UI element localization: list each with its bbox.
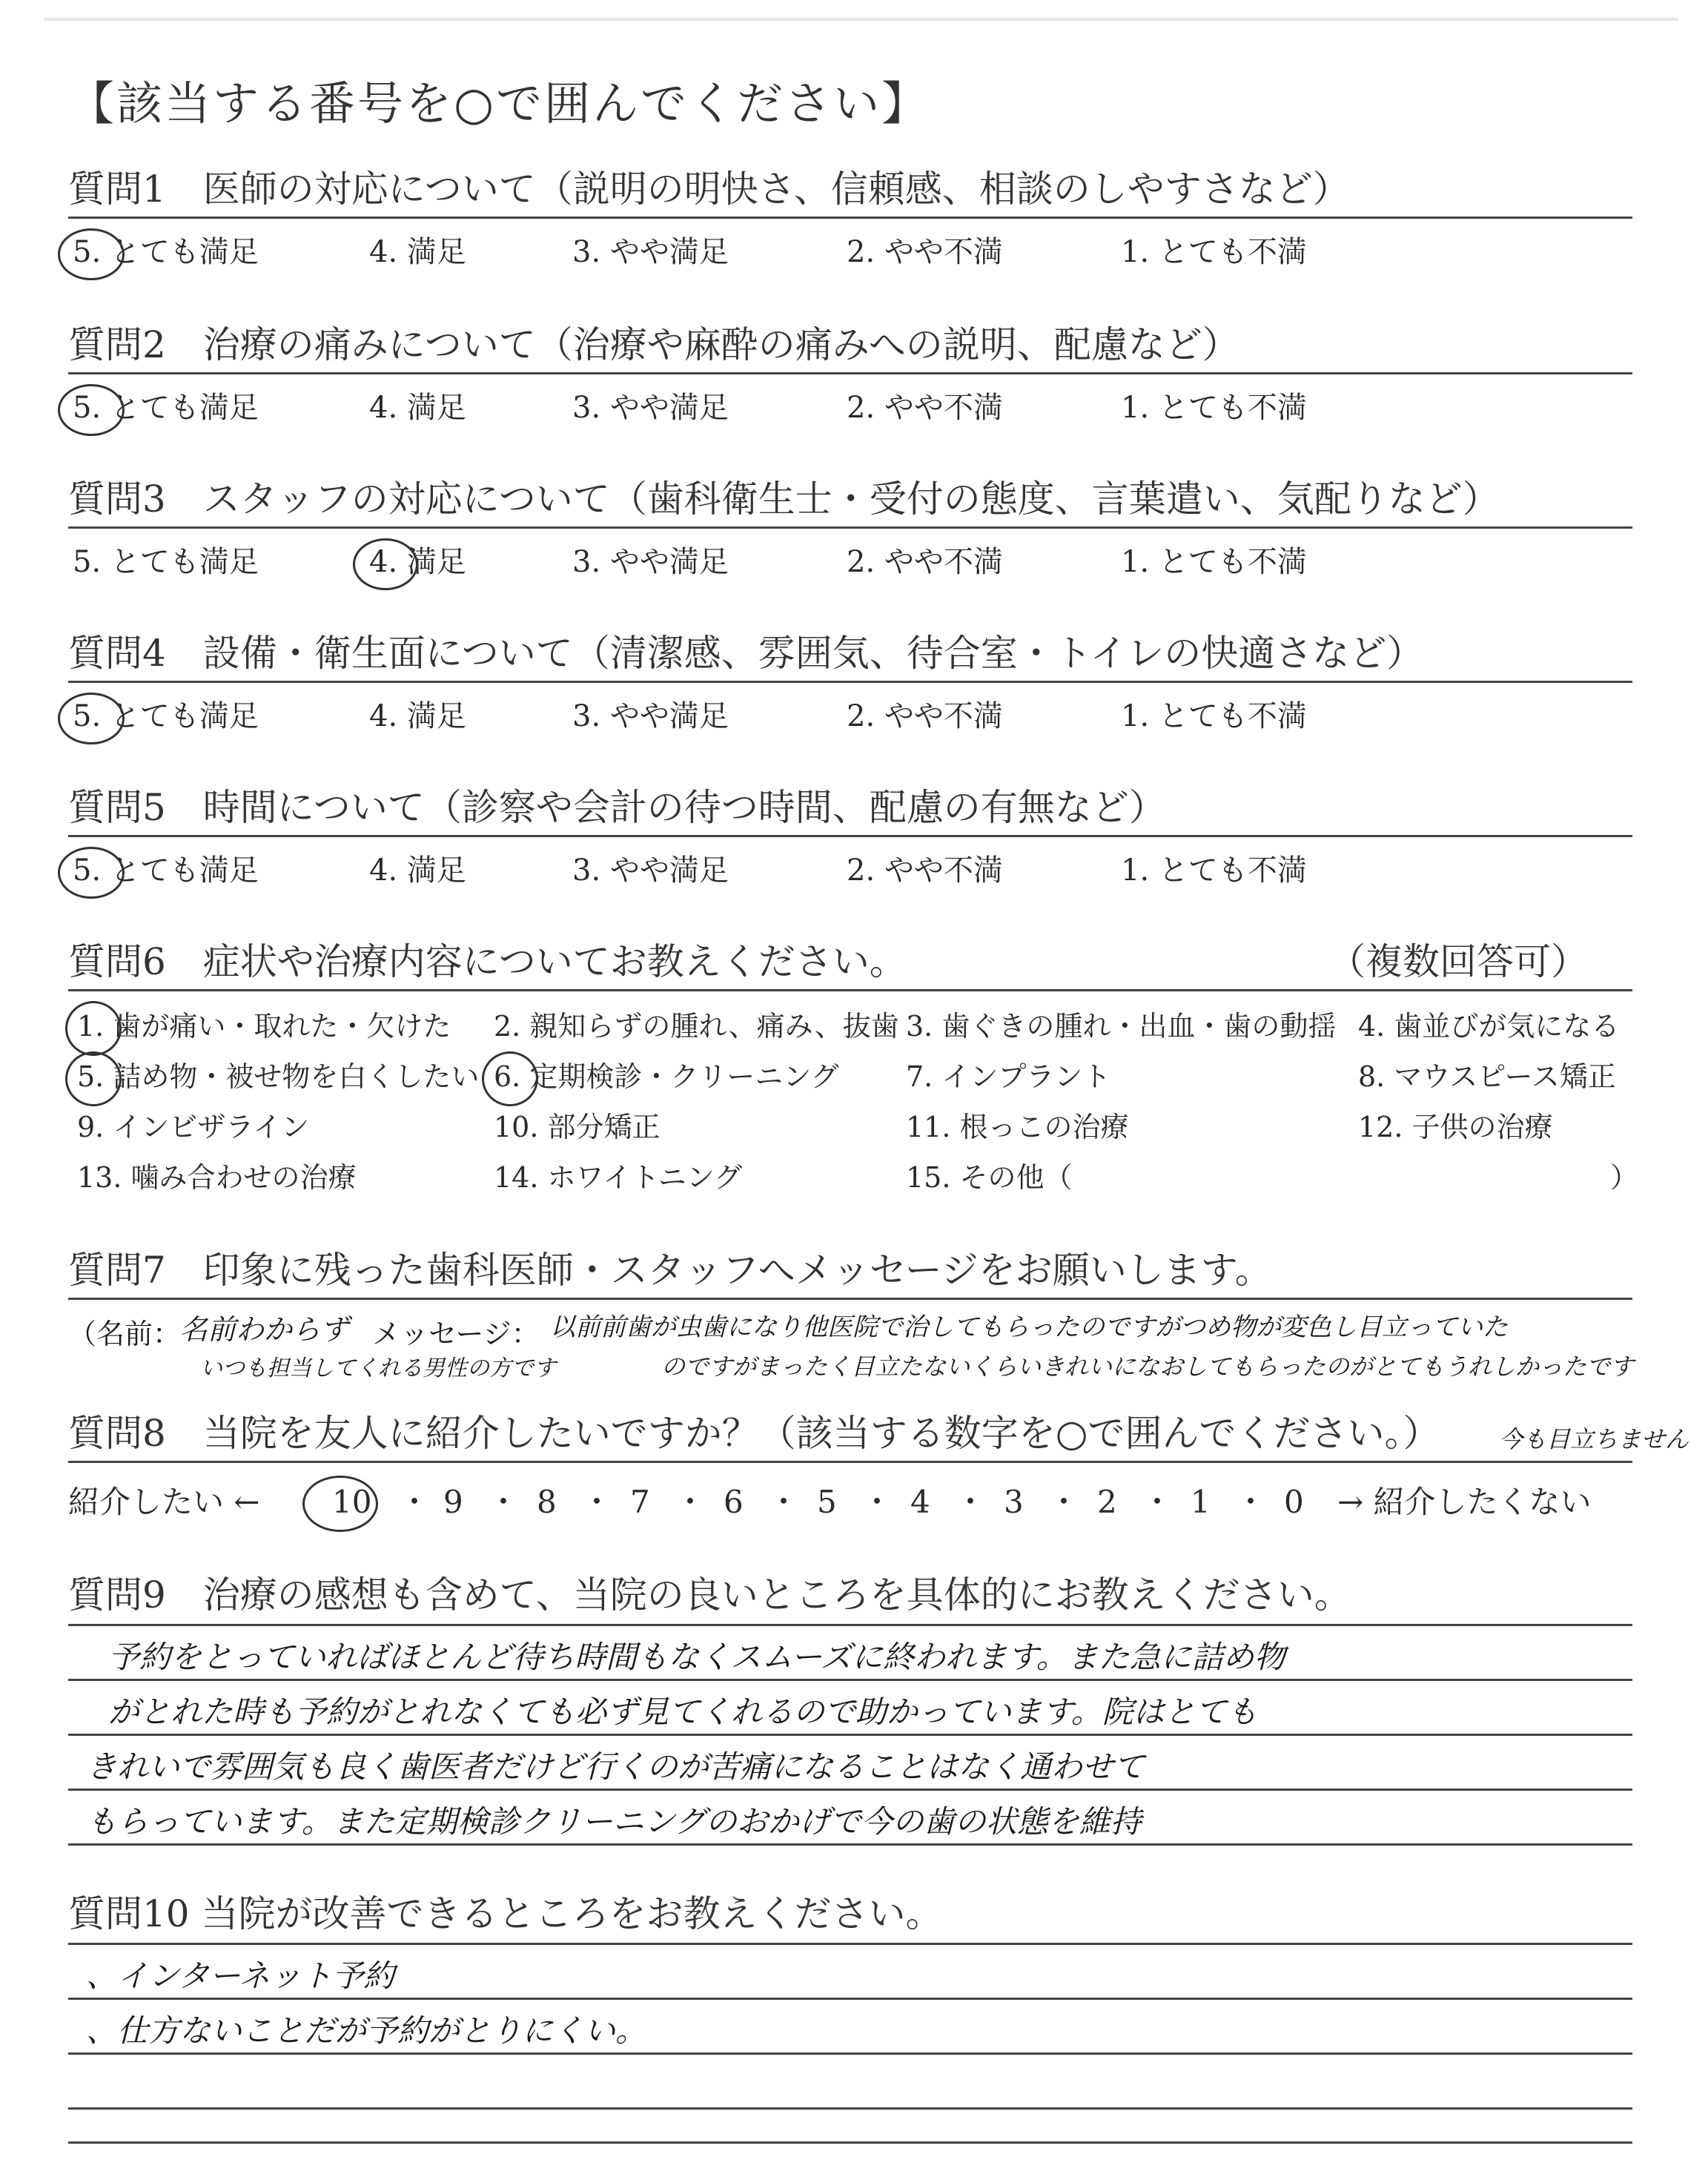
question-6-title [68,937,1632,986]
q9-answer-line-3[interactable]: きれいで雰囲気も良く歯医者だけど行くのが苦痛になることはなく通わせて [86,1748,1145,1785]
q8-value-6[interactable]: 6 [724,1484,744,1520]
question-10-title: 質問10 当院が改善できるところをお教えください。 [68,1892,943,1935]
q6-option-8[interactable]: 8. マウスピース矯正 [1358,1060,1616,1093]
q2-option-4[interactable]: 4. 満足 [369,391,466,425]
q10-answer-line-1[interactable]: 、インターネット予約 [86,1958,395,1994]
q8-value-9[interactable]: 9 [443,1484,463,1520]
q10-rule-2 [68,1998,1632,2000]
q4-option-1[interactable]: 1. とても不満 [1121,699,1307,733]
question-2-rule [68,372,1632,374]
q8-value-2[interactable]: 2 [1097,1484,1117,1520]
question-3 [68,475,1632,579]
q2-option-5[interactable]: 5. とても満足 [73,391,259,425]
question-8-title: 質問8 当院を友人に紹介したいですか？（該当する数字を○で囲んでください。） [68,1412,1440,1455]
q9-rule-2 [68,1679,1632,1681]
q8-right-label: → 紹介したくない [1337,1484,1592,1520]
question-6-multiple-note: （複数回答可） [1328,940,1588,983]
q6-option-15-close: ） [1610,1161,1639,1194]
q6-option-3[interactable]: 3. 歯ぐきの腫れ・出血・歯の動揺 [906,1010,1337,1043]
question-5 [68,783,1632,888]
question-9 [68,1571,1632,1840]
question-5-options [68,848,1632,893]
question-8 [68,1409,1689,1520]
q2-option-2[interactable]: 2. やや不満 [847,391,1003,425]
q5-option-5[interactable]: 5. とても満足 [73,853,259,888]
q1-option-5[interactable]: 5. とても満足 [73,235,259,269]
q7-message-line-2[interactable]: のですがまったく目立たないくらいきれいになおしてもらったのがとてもうれしかったです [661,1353,1635,1381]
q9-rule-5 [68,1843,1632,1846]
question-6-rule [68,989,1632,991]
question-8-scale [68,1480,1632,1525]
q4-option-2[interactable]: 2. やや不満 [847,699,1003,733]
q8-value-3[interactable]: 3 [1004,1484,1024,1520]
q8-dot-8: ・ [1048,1484,1080,1520]
question-4-rule [68,681,1632,683]
q4-option-4[interactable]: 4. 満足 [369,699,466,733]
question-7 [68,1246,1635,1381]
question-5-title: 質問5 時間について（診察や会計の待つ時間、配慮の有無など） [68,786,1166,829]
question-2-title: 質問2 治療の痛みについて（治療や麻酔の痛みへの説明、配慮など） [68,323,1239,366]
q9-answer-line-4[interactable]: もらっています。また定期検診クリーニングのおかげで今の歯の状態を維持 [86,1803,1142,1840]
q9-rule-3 [68,1734,1632,1736]
q8-dot-9: ・ [1142,1484,1174,1520]
q5-option-4[interactable]: 4. 満足 [369,853,466,888]
q8-dot-1: ・ [399,1484,431,1520]
question-1-options [68,230,1632,274]
q6-option-2[interactable]: 2. 親知らずの腫れ、痛み、抜歯 [494,1010,899,1043]
question-4 [68,629,1632,733]
question-7-rule [68,1298,1632,1300]
q8-left-label: 紹介したい ← [68,1484,260,1520]
q10-rule-1 [68,1943,1632,1945]
q8-dot-7: ・ [955,1484,987,1520]
q6-option-14[interactable]: 14. ホワイトニング [494,1161,743,1194]
q6-option-1[interactable]: 1. 歯が痛い・取れた・欠けた [77,1010,451,1043]
question-3-options [68,540,1632,584]
q10-answer-line-2[interactable]: 、仕方ないことだが予約がとりにくい。 [86,2012,647,2049]
q5-option-3[interactable]: 3. やや満足 [572,853,729,888]
q8-value-8[interactable]: 8 [537,1484,557,1520]
q7-message-line-1[interactable]: 以前前歯が虫歯になり他医院で治してもらったのですがつめ物が変色し目立っていた [550,1312,1508,1342]
q2-option-1[interactable]: 1. とても不満 [1121,391,1307,425]
q1-option-2[interactable]: 2. やや不満 [847,235,1003,269]
question-7-title: 質問7 印象に残った歯科医師・スタッフへメッセージをお願いします。 [68,1249,1272,1292]
q3-option-1[interactable]: 1. とても不満 [1121,545,1307,579]
question-2-options [68,386,1632,430]
q10-rule-4 [68,2107,1632,2110]
q7-name-label: （名前： [68,1318,182,1350]
question-1-title: 質問1 医師の対応について（説明の明快さ、信頼感、相談のしやすさなど） [68,168,1350,211]
q8-value-0[interactable]: 0 [1284,1484,1304,1520]
question-2 [68,320,1632,425]
q1-option-3[interactable]: 3. やや満足 [572,235,729,269]
q3-option-4[interactable]: 4. 満足 [369,545,466,579]
question-4-options [68,694,1632,739]
question-3-rule [68,526,1632,529]
q7-name-value-2: いつも担当してくれる男性の方です [200,1355,556,1381]
q7-name-value: 名前わからず [179,1313,349,1346]
q3-option-2[interactable]: 2. やや不満 [847,545,1003,579]
q8-dot-3: ・ [581,1484,613,1520]
question-10 [68,1889,1632,2049]
page-edge [44,18,1678,21]
q4-option-3[interactable]: 3. やや満足 [572,699,729,733]
question-1-rule [68,217,1632,219]
q10-rule-3 [68,2052,1632,2055]
q6-option-15[interactable]: 15. その他（ [906,1161,1073,1194]
q4-option-5[interactable]: 5. とても満足 [73,699,259,733]
question-3-title: 質問3 スタッフの対応について（歯科衛生士・受付の態度、言葉遣い、気配りなど） [68,478,1500,521]
q1-option-4[interactable]: 4. 満足 [369,235,466,269]
q6-option-4[interactable]: 4. 歯並びが気になる [1358,1010,1620,1043]
q2-option-3[interactable]: 3. やや満足 [572,391,729,425]
question-8-rule [68,1461,1632,1463]
q6-option-5[interactable]: 5. 詰め物・被せ物を白くしたい [77,1060,480,1093]
q8-dot-2: ・ [488,1484,520,1520]
q8-dot-10: ・ [1235,1484,1267,1520]
q9-answer-line-1[interactable]: 予約をとっていればほとんど待ち時間もなくスムーズに終われます。また急に詰め物 [108,1639,1285,1675]
q9-rule-1 [68,1624,1632,1626]
q9-answer-line-2[interactable]: がとれた時も予約がとれなくても必ず見てくれるので助かっています。院はとても [108,1694,1258,1730]
question-4-title: 質問4 設備・衛生面について（清潔感、雰囲気、待合室・トイレの快適さなど） [68,632,1424,675]
q8-value-5[interactable]: 5 [817,1484,837,1520]
q10-rule-5 [68,2141,1632,2144]
q6-option-12[interactable]: 12. 子供の治療 [1358,1111,1553,1143]
question-1 [68,165,1632,269]
q5-option-2[interactable]: 2. やや不満 [847,853,1003,888]
q8-dot-6: ・ [861,1484,893,1520]
q8-value-7[interactable]: 7 [630,1484,650,1520]
q6-option-11[interactable]: 11. 根っこの治療 [906,1111,1129,1143]
q8-dot-4: ・ [675,1484,706,1520]
q6-option-6[interactable]: 6. 定期検診・クリーニング [494,1060,839,1093]
q7-message-label: メッセージ： [372,1318,540,1350]
q3-option-5[interactable]: 5. とても満足 [73,545,259,579]
q6-option-7[interactable]: 7. インプラント [906,1060,1111,1093]
q7-message-line-3: 今も目立ちません [1499,1425,1689,1453]
question-6 [68,937,1639,1194]
page-header: 【該当する番号を○で囲んでください】 [68,76,930,131]
q8-value-1[interactable]: 1 [1191,1484,1211,1520]
q8-value-4[interactable]: 4 [910,1484,930,1520]
q8-value-10[interactable]: 10 [332,1484,372,1520]
q6-option-10[interactable]: 10. 部分矯正 [494,1111,661,1143]
q6-option-13[interactable]: 13. 噛み合わせの治療 [77,1161,357,1194]
question-9-title: 質問9 治療の感想も含めて、当院の良いところを具体的にお教えください。 [68,1573,1351,1616]
q1-option-1[interactable]: 1. とても不満 [1121,235,1307,269]
question-6-title-text: 質問6 症状や治療内容についてお教えください。 [68,940,907,983]
q9-rule-4 [68,1789,1632,1791]
q6-option-9[interactable]: 9. インビザライン [77,1111,310,1143]
q8-dot-5: ・ [768,1484,800,1520]
question-5-rule [68,835,1632,837]
q3-option-3[interactable]: 3. やや満足 [572,545,729,579]
q5-option-1[interactable]: 1. とても不満 [1121,853,1307,888]
